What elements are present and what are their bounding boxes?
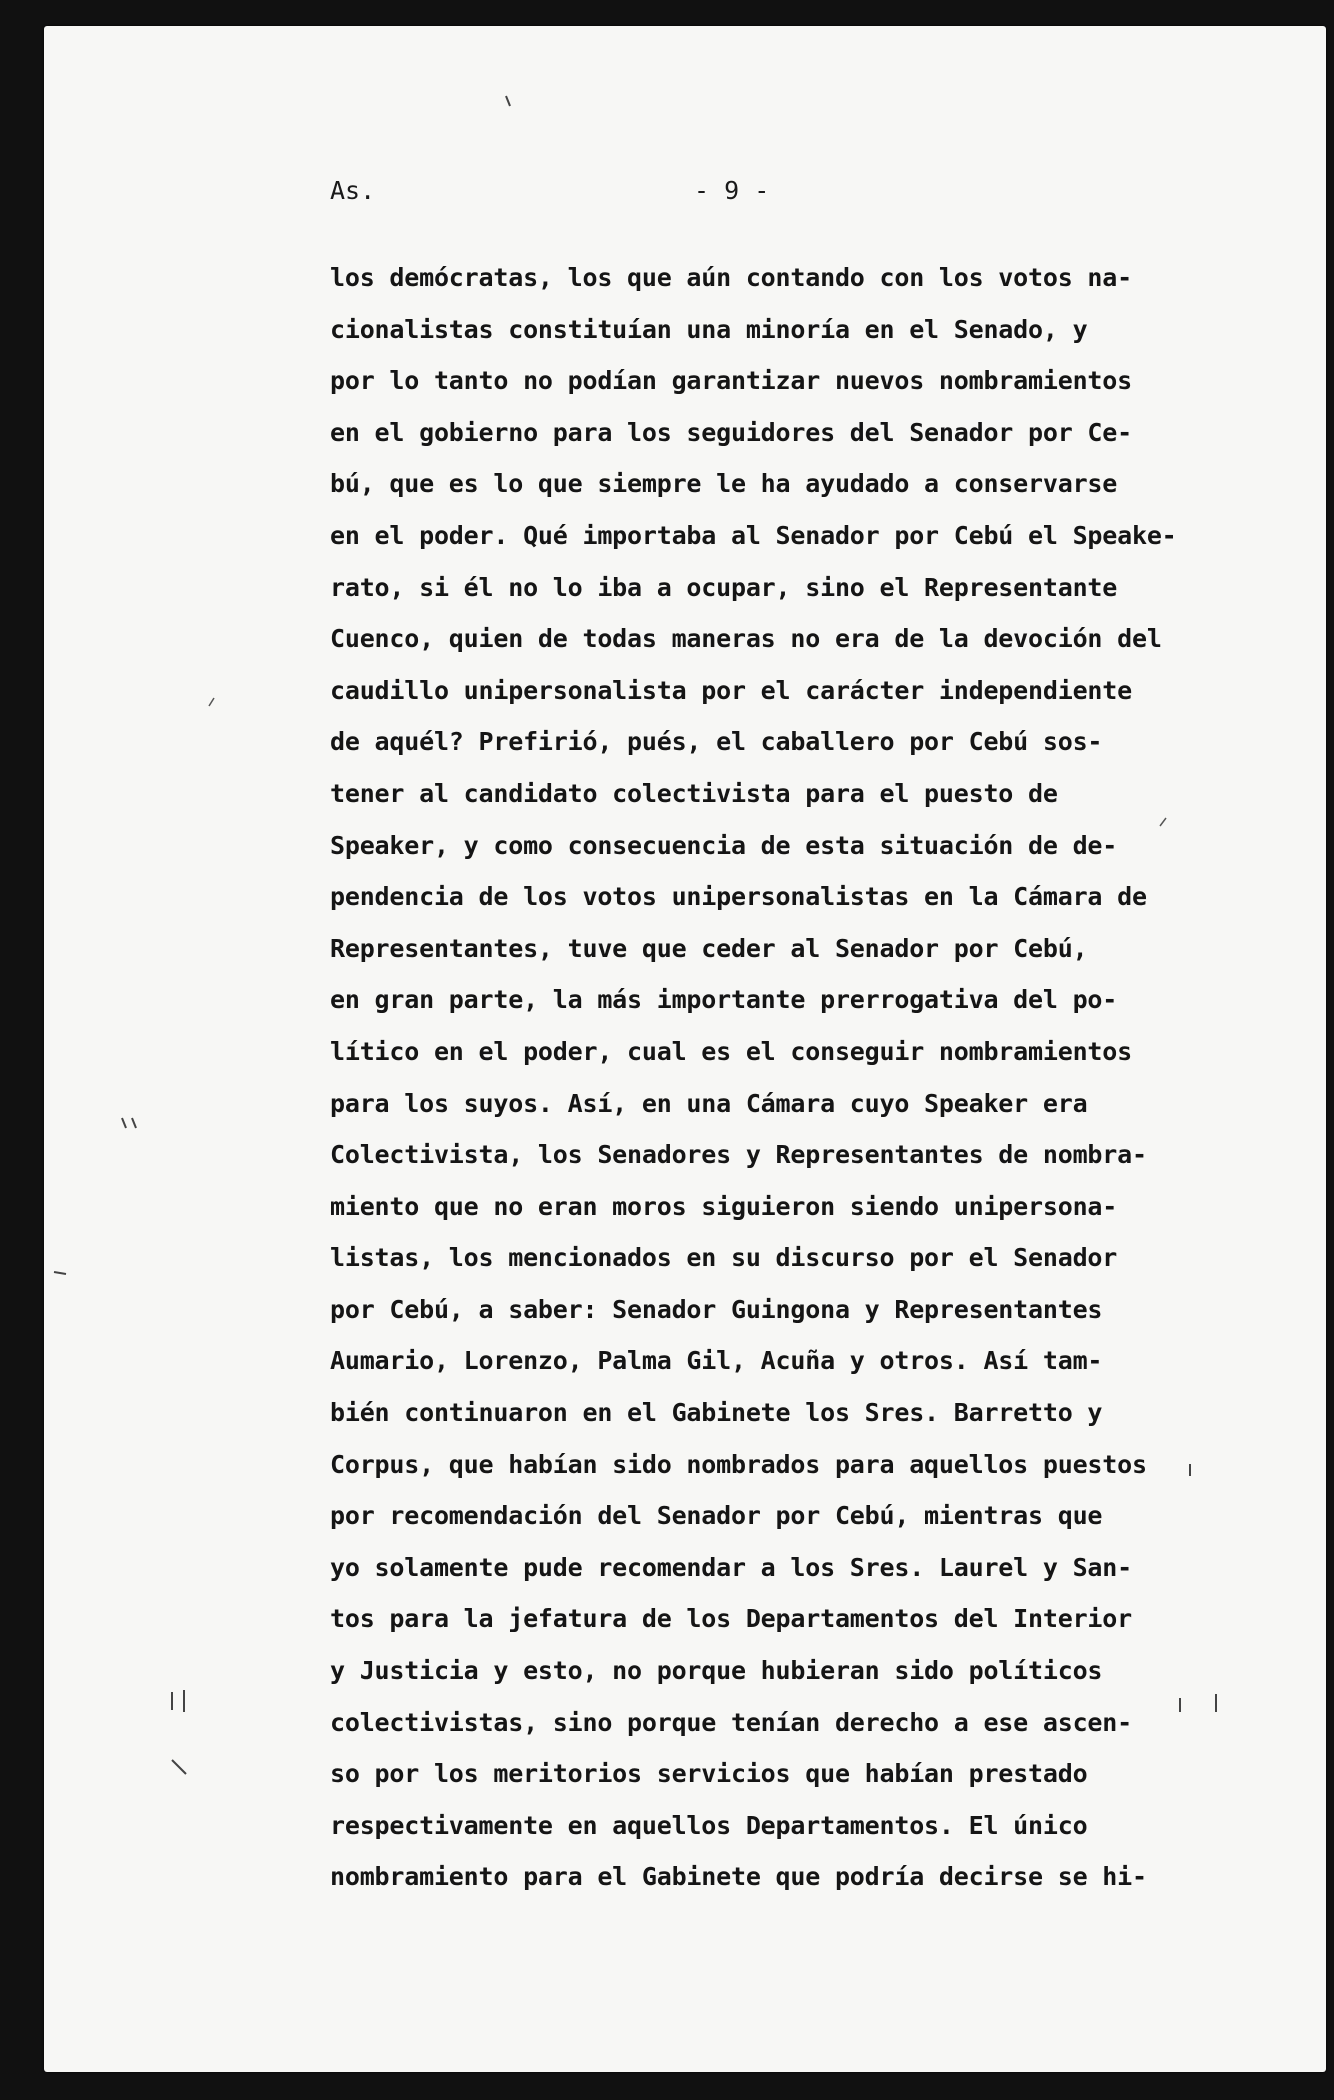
- text-line: en gran parte, la más importante prerrogativa del po-: [330, 985, 1118, 1015]
- text-line: bú, que es lo que siempre le ha ayudado a conservarse: [330, 469, 1118, 499]
- document-page: [44, 26, 1326, 2072]
- text-line: Cuenco, quien de todas maneras no era de la devoción del: [330, 624, 1162, 654]
- text-line: Speaker, y como consecuencia de esta situación de de-: [330, 830, 1118, 860]
- pen-tick-mark: [122, 1118, 126, 1128]
- text-line: y Justicia y esto, no porque hubieran sido políticos: [330, 1656, 1103, 1686]
- pen-tick-mark: [54, 1272, 66, 1274]
- page-header: [44, 176, 1326, 216]
- text-line: lítico en el poder, cual es el conseguir nombramientos: [330, 1036, 1132, 1066]
- text-line: Colectivista, los Senadores y Representantes de nombra-: [330, 1140, 1147, 1170]
- text-line: nombramiento para el Gabinete que podría decirse se hi-: [330, 1862, 1147, 1892]
- text-line: Corpus, que habían sido nombrados para aquellos puestos: [330, 1449, 1147, 1479]
- text-line: tos para la jefatura de los Departamentos del Interior: [330, 1604, 1132, 1634]
- text-line: Representantes, tuve que ceder al Senador por Cebú,: [330, 933, 1088, 963]
- text-line: caudillo unipersonalista por el carácter independiente: [330, 675, 1132, 705]
- pen-tick-mark: [132, 1118, 136, 1128]
- text-line: por recomendación del Senador por Cebú, mientras que: [330, 1501, 1103, 1531]
- text-line: por lo tanto no podían garantizar nuevos nombramientos: [330, 366, 1132, 396]
- text-line: por Cebú, a saber: Senador Guingona y Representantes: [330, 1294, 1103, 1324]
- pen-tick-mark: [209, 698, 214, 706]
- text-line: miento que no eran moros siguieron siendo unipersona-: [330, 1191, 1118, 1221]
- text-line: pendencia de los votos unipersonalistas en la Cámara de: [330, 882, 1147, 912]
- page-number: - 9 -: [694, 176, 770, 205]
- text-line: en el poder. Qué importaba al Senador por Cebú el Speake-: [330, 520, 1177, 550]
- pen-tick-mark: [172, 1760, 186, 1774]
- text-line: de aquél? Prefirió, pués, el caballero por Cebú sos-: [330, 727, 1103, 757]
- text-line: cionalistas constituían una minoría en el Senado, y: [330, 314, 1088, 344]
- text-line: rato, si él no lo iba a ocupar, sino el Representante: [330, 572, 1118, 602]
- text-line: colectivistas, sino porque tenían derecho a ese ascen-: [330, 1707, 1132, 1737]
- text-line: respectivamente en aquellos Departamentos. El único: [330, 1810, 1088, 1840]
- text-line: listas, los mencionados en su discurso por el Senador: [330, 1243, 1118, 1273]
- pen-tick-mark: [506, 96, 510, 106]
- text-line: para los suyos. Así, en una Cámara cuyo Speaker era: [330, 1088, 1088, 1118]
- typist-initials: As.: [330, 176, 376, 205]
- text-line: yo solamente pude recomendar a los Sres. Laurel y San-: [330, 1552, 1132, 1582]
- text-line: en el gobierno para los seguidores del Senador por Ce-: [330, 417, 1132, 447]
- text-line: bién continuaron en el Gabinete los Sres. Barretto y: [330, 1398, 1103, 1428]
- text-line: tener al candidato colectivista para el puesto de: [330, 778, 1058, 808]
- typed-body-text: [330, 252, 1250, 1903]
- text-line: los demócratas, los que aún contando con los votos na-: [330, 263, 1132, 292]
- text-line: Aumario, Lorenzo, Palma Gil, Acuña y otros. Así tam-: [330, 1346, 1103, 1376]
- text-line: so por los meritorios servicios que habían prestado: [330, 1759, 1088, 1789]
